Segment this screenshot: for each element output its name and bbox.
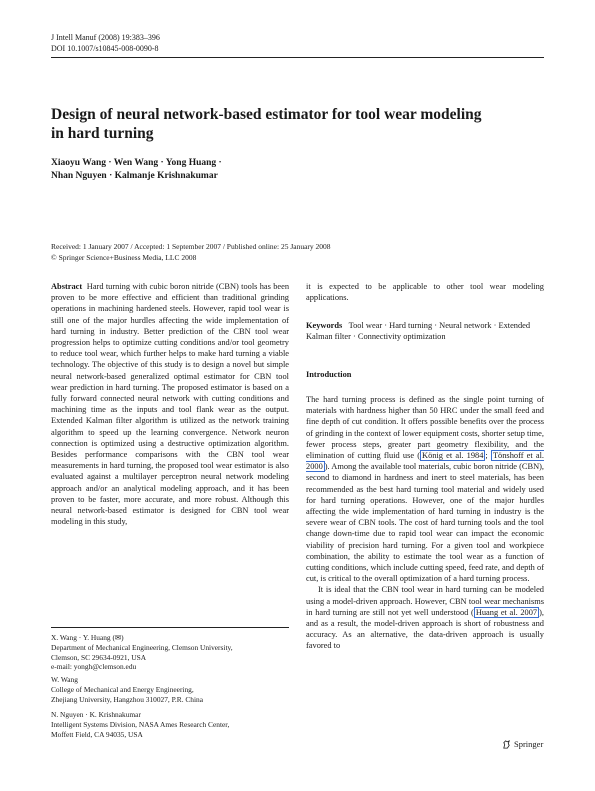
doi[interactable]: DOI 10.1007/s10845-008-0090-8 bbox=[51, 43, 159, 53]
author-list bbox=[51, 157, 451, 183]
abstract-label: Abstract bbox=[51, 282, 83, 291]
affiliation-3: N. Nguyen · K. Krishnakumar Intelligent Systems Division, NASA Ames Research Center, Moffett Field, CA 94035, USA bbox=[51, 710, 230, 739]
publication-dates bbox=[51, 242, 544, 263]
publisher-logo bbox=[502, 739, 543, 749]
email-link[interactable]: e-mail: yongh@clemson.edu bbox=[51, 662, 137, 672]
header-rule bbox=[51, 57, 544, 58]
affiliation-1: X. Wang · Y. Huang (✉) Department of Mechanical Engineering, Clemson University, Clemson, SC 29634-0921, USA e-mail: yongh@clemson.edu bbox=[51, 633, 289, 672]
authors-line-1: Xiaoyu Wang · Wen Wang · Yong Huang · bbox=[51, 158, 222, 168]
citation-link-konig[interactable]: König et al. 1984 bbox=[422, 451, 484, 461]
keywords-label: Keywords bbox=[306, 321, 343, 330]
introduction-body bbox=[306, 394, 544, 652]
affiliation-2: W. Wang College of Mechanical and Energy Engineering, Zhejiang University, Hangzhou 310027, P.R. China bbox=[51, 675, 204, 704]
keywords-text: Tool wear · Hard turning · Neural network · Extended Kalman filter · Connectivity optimization bbox=[306, 321, 531, 342]
title-line-1: Design of neural network-based estimator for tool wear modeling bbox=[51, 106, 482, 123]
authors-line-2: Nhan Nguyen · Kalmanje Krishnakumar bbox=[51, 171, 218, 181]
publisher-name: Springer bbox=[514, 739, 544, 749]
copyright-line: © Springer Science+Business Media, LLC 2008 bbox=[51, 252, 197, 262]
introduction-heading: Introduction bbox=[306, 370, 352, 379]
intro-paragraph-1: The hard turning process is defined as the single point turning of materials with hardness higher than 50 HRC under the small feed and fine depth of cut condition. It offers possible benefits over the process of grinding in the context of lower equipment costs, shorter setup time, fewer process steps, greater part geometry flexibility, and the elimination of cutting fluid use ( König et al. 1984 ; Tönshoff et al. 2000 ). Among the available tool materials, cubic boron nitride (CBN), second to diamond in hardness and inert to steel materials, has been recommended as the best hard turning tool material and widely used for hard turning operations. However, one of the major hurdles affecting the wide implementation of hard turning in industry is the severe wear of CBN tools. The cost of hard turning tools and the tool change down-time due to rapid tool wear can impact the economic viability of precision hard turning. For a given tool and workpiece combination, the ability to estimate the tool wear as a function of cutting conditions, which include cutting speed, feed rate, and depth of cut, is critical to the overall optimization of a hard turning process. bbox=[306, 395, 545, 584]
title-line-2: in hard turning bbox=[51, 125, 154, 142]
abstract bbox=[51, 281, 289, 527]
springer-horse-icon bbox=[502, 740, 511, 749]
citation-link-huang[interactable]: Huang et al. 2007 bbox=[475, 607, 538, 617]
intro-paragraph-2: It is ideal that the CBN tool wear in hard turning can be modeled using a model-driven approach. However, CBN tool wear mechanisms in hard turning are still not yet well understood ( Huang et al. 2007 ), and as a result, the model-driven approach is short of robustness and accuracy. As an alternative, the data-driven approach is usually favored to bbox=[306, 585, 544, 651]
paper-title bbox=[51, 105, 531, 143]
keywords bbox=[306, 320, 544, 342]
abstract-text: Hard turning with cubic boron nitride (CBN) tools has been proven to be more effective and efficient than traditional grinding operations in machining hardened steels. However, rapid tool wear is still one of the major hurdles affecting the wide implementation of hard turning in industry. Better prediction of the CBN tool wear progression helps to optimize cutting conditions and/or tool geometry to reduce tool wear, which further helps to make hard turning a viable technology. The objective of this study is to design a novel but simple neural network-based generalized optimal estimator for CBN tool wear prediction in hard turning. The proposed estimator is based on a fully forward connected neural network with cutting conditions and machining time as the inputs and tool flank wear as the output. Extended Kalman filter algorithm is utilized as the network training algorithm to speed up the learning convergence. Network neuron connection is optimized using a destructive optimization algorithm. Besides performance comparisons with the CBN tool wear measurements in hard turning, the proposed tool wear estimator is also evaluated against a multilayer perceptron neural network modeling approach and/or an analytical modeling approach, and it has been proven to be faster, more accurate, and more robust. Although this neural network-based estimator is designed for CBN tool wear modeling in this study, bbox=[51, 282, 290, 527]
footnote-rule bbox=[51, 627, 289, 628]
journal-citation: J Intell Manuf (2008) 19:383–396 bbox=[51, 33, 160, 42]
journal-header bbox=[51, 33, 160, 54]
dates-line: Received: 1 January 2007 / Accepted: 1 September 2007 / Published online: 25 January 2008 bbox=[51, 242, 331, 251]
citation-link-tonshoff[interactable]: Tönshoff et al. 2000 bbox=[306, 451, 545, 472]
abstract-continued: it is expected to be applicable to other tool wear modeling applications. bbox=[306, 282, 544, 303]
